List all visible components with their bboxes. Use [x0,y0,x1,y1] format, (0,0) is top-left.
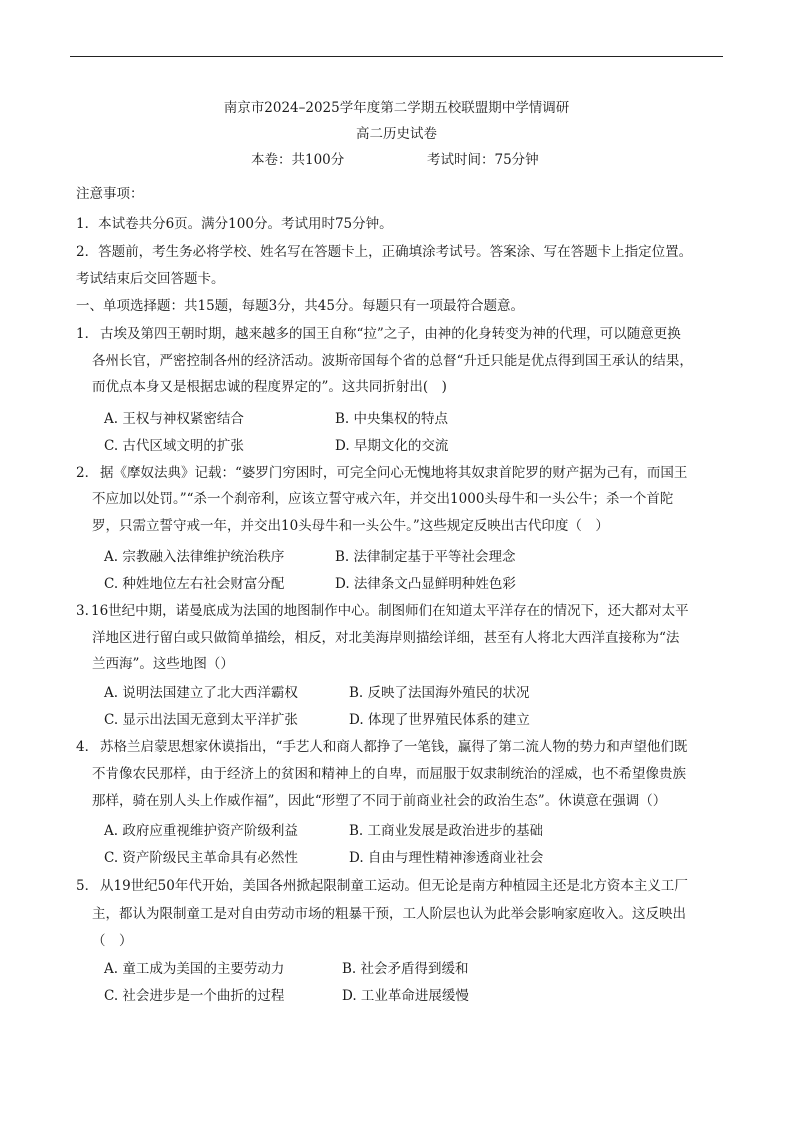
option-c[interactable]: C. 种姓地位左右社会财富分配 [104,576,285,592]
question-text-line: 那样，骑在别人头上作威作福”，因此“形塑了不同于前商业社会的政治生态”。休谟意在强调（） [92,793,667,809]
option-a[interactable]: A. 童工成为美国的主要劳动力 [104,961,285,977]
option-a[interactable]: A. 宗教融入法律维护统治秩序 [104,549,285,565]
question-text-line: 兰西海”。这些地图（） [92,656,234,672]
question-text-line: 16世纪中期，诺曼底成为法国的地图制作中心。制图师们在知道太平洋存在的情况下，还大都对太平 [91,603,689,619]
question-text-line: 各州长官，严密控制各州的经济活动。波斯帝国每个省的总督“升迁只能是优点得到国王承认的结果， [92,353,693,369]
option-c[interactable]: C. 显示出法国无意到太平洋扩张 [104,712,298,728]
question-number: 4． [76,739,99,755]
question-number: 5． [76,878,99,894]
option-b[interactable]: B. 社会矛盾得到缓和 [342,961,469,977]
option-b[interactable]: B. 工商业发展是政治进步的基础 [349,823,544,839]
question-text-line: 主，都认为限制童工是对自由劳动市场的粗暴干预，工人阶层也认为此举会影响家庭收入。这反映出 [92,906,686,922]
option-d[interactable]: D. 自由与理性精神渗透商业社会 [349,850,544,866]
question-text-line: 苏格兰启蒙思想家休谟指出，“手艺人和商人都挣了一笔钱，赢得了第二流人物的势力和声望他们既 [100,739,688,755]
question-text-line: （ ） [92,933,133,949]
exam-time: 考试时间：75分钟 [427,152,539,168]
question-text-line: 洋地区进行留白或只做简单描绘，相反，对北美海岸则描绘详细，甚至有人将北大西洋直接称为“法 [92,630,680,646]
option-d[interactable]: D. 工业革命进展缓慢 [342,988,469,1004]
question-text-line: 而优点本身又是根据忠诚的程度界定的”。这共同折射出( ) [92,379,447,395]
option-b[interactable]: B. 反映了法国海外殖民的状况 [349,685,530,701]
notice-item-1: 1．本试卷共分6页。满分100分。考试用时75分钟。 [76,216,393,232]
question-text-line: 不应加以处罚。”“杀一个刹帝利，应该立誓守戒六年，并交出1000头母牛和一头公牛；杀一个首陀 [92,491,674,507]
question-text-line: 罗，只需立誓守戒一年，并交出10头母牛和一头公牛。”这些规定反映出古代印度（ ） [92,518,609,534]
option-b[interactable]: B. 法律制定基于平等社会理念 [335,549,516,565]
option-d[interactable]: D. 法律条文凸显鲜明种姓色彩 [335,576,516,592]
option-c[interactable]: C. 古代区域文明的扩张 [104,438,244,454]
exam-subtitle: 高二历史试卷 [356,126,437,142]
section-heading: 一、单项选择题：共15题，每题3分，共45分。每题只有一项最符合题意。 [76,298,524,314]
notice-item-2-line2: 考试结束后交回答题卡。 [76,271,225,287]
question-number: 1． [76,326,99,342]
notice-item-2-line1: 2．答题前，考生务必将学校、姓名写在答题卡上，正确填涂考试号。答案涂、写在答题卡上指定位置。 [76,244,693,260]
question-text-line: 从19世纪50年代开始，美国各州掀起限制童工运动。但无论是南方种植园主还是北方资本主义工厂 [100,878,688,894]
total-score: 本卷：共100分 [251,152,345,168]
option-d[interactable]: D. 体现了世界殖民体系的建立 [349,712,530,728]
question-text-line: 不肯像农民那样，由于经济上的贫困和精神上的自卑，而屈服于奴隶制统治的淫威，也不希望像贵族 [92,766,686,782]
option-c[interactable]: C. 资产阶级民主革命具有必然性 [104,850,298,866]
option-a[interactable]: A. 王权与神权紧密结合 [104,411,244,427]
top-rule [70,56,723,57]
exam-title: 南京市2024–2025学年度第二学期五校联盟期中学情调研 [223,100,570,116]
question-text-line: 古埃及第四王朝时期，越来越多的国王自称“拉”之子，由神的化身转变为神的代理，可以随意更换 [100,326,681,342]
option-d[interactable]: D. 早期文化的交流 [335,438,449,454]
question-text-line: 据《摩奴法典》记载：“婆罗门穷困时，可完全问心无愧地将其奴隶首陀罗的财产据为己有，而国王 [100,465,688,481]
notice-heading: 注意事项： [76,186,144,202]
option-c[interactable]: C. 社会进步是一个曲折的过程 [104,988,285,1004]
option-a[interactable]: A. 说明法国建立了北大西洋霸权 [104,685,298,701]
question-number: 3. [76,603,89,619]
option-b[interactable]: B. 中央集权的特点 [335,411,449,427]
exam-meta [0,151,793,169]
option-a[interactable]: A. 政府应重视维护资产阶级利益 [104,823,298,839]
question-number: 2． [76,465,99,481]
